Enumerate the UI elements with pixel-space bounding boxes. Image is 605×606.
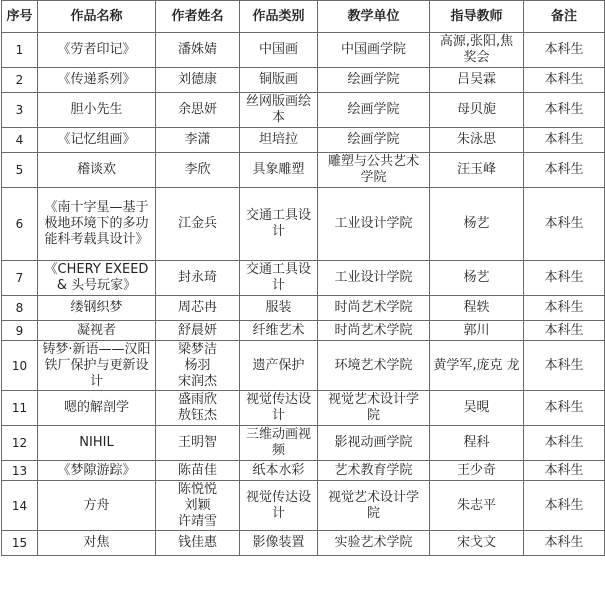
header-note: 备注 — [524, 1, 605, 33]
header-category: 作品类别 — [240, 1, 318, 33]
header-row — [2, 1, 605, 33]
cell-title: 铸梦·新语——汉阳铁厂保护与更新设计 — [38, 341, 156, 391]
cell-unit: 环境艺术学院 — [318, 341, 430, 391]
cell-authors: 李潇 — [156, 128, 240, 153]
cell-authors: 钱佳惠 — [156, 531, 240, 556]
cell-advisor: 黄学军,庞克 龙 — [430, 341, 524, 391]
table-row — [2, 341, 605, 391]
cell-no: 4 — [2, 128, 38, 153]
cell-title: 方舟 — [38, 481, 156, 531]
cell-category: 影像装置 — [240, 531, 318, 556]
cell-advisor: 高源,张阳,焦 奖会 — [430, 33, 524, 68]
cell-note: 本科生 — [524, 531, 605, 556]
cell-advisor: 杨艺 — [430, 188, 524, 261]
cell-title: 胆小先生 — [38, 93, 156, 128]
header-advisor: 指导教师 — [430, 1, 524, 33]
cell-unit: 绘画学院 — [318, 93, 430, 128]
header-unit: 教学单位 — [318, 1, 430, 33]
cell-title: 稽谈欢 — [38, 153, 156, 188]
awards-table — [1, 0, 605, 556]
cell-title: 对焦 — [38, 531, 156, 556]
cell-advisor: 杨艺 — [430, 261, 524, 296]
cell-authors: 陈苗佳 — [156, 461, 240, 481]
cell-no: 7 — [2, 261, 38, 296]
cell-category: 具象雕塑 — [240, 153, 318, 188]
cell-category: 视觉传达设 计 — [240, 481, 318, 531]
cell-category: 坦培拉 — [240, 128, 318, 153]
cell-no: 5 — [2, 153, 38, 188]
cell-note: 本科生 — [524, 296, 605, 321]
cell-title: 凝视者 — [38, 321, 156, 341]
table-row — [2, 93, 605, 128]
cell-title: 《南十字星—基于极地环境下的多功能科考载具设计》 — [38, 188, 156, 261]
cell-category: 铜版画 — [240, 68, 318, 93]
cell-unit: 绘画学院 — [318, 128, 430, 153]
cell-category: 遗产保护 — [240, 341, 318, 391]
cell-no: 11 — [2, 391, 38, 426]
table-body — [2, 33, 605, 556]
cell-advisor: 郭川 — [430, 321, 524, 341]
cell-no: 13 — [2, 461, 38, 481]
cell-advisor: 吕吴霖 — [430, 68, 524, 93]
cell-category: 中国画 — [240, 33, 318, 68]
cell-category: 服装 — [240, 296, 318, 321]
cell-note: 本科生 — [524, 68, 605, 93]
header-title: 作品名称 — [38, 1, 156, 33]
table-row — [2, 426, 605, 461]
cell-authors: 王明智 — [156, 426, 240, 461]
cell-title: NIHIL — [38, 426, 156, 461]
cell-category: 交通工具设 计 — [240, 188, 318, 261]
cell-advisor: 程轶 — [430, 296, 524, 321]
cell-no: 15 — [2, 531, 38, 556]
table-row — [2, 481, 605, 531]
cell-title: 《传递系列》 — [38, 68, 156, 93]
cell-authors: 封永琦 — [156, 261, 240, 296]
cell-title: 《梦隙游踪》 — [38, 461, 156, 481]
cell-authors: 周芯冉 — [156, 296, 240, 321]
cell-unit: 绘画学院 — [318, 68, 430, 93]
cell-authors: 舒晨妍 — [156, 321, 240, 341]
cell-title: 嗯的解剖学 — [38, 391, 156, 426]
cell-unit: 中国画学院 — [318, 33, 430, 68]
cell-unit: 视觉艺术设计学 院 — [318, 391, 430, 426]
cell-unit: 工业设计学院 — [318, 261, 430, 296]
cell-title: 《劳者印记》 — [38, 33, 156, 68]
header-authors: 作者姓名 — [156, 1, 240, 33]
cell-advisor: 王少奇 — [430, 461, 524, 481]
cell-note: 本科生 — [524, 188, 605, 261]
cell-no: 8 — [2, 296, 38, 321]
cell-advisor: 朱志平 — [430, 481, 524, 531]
cell-unit: 艺术教育学院 — [318, 461, 430, 481]
table-row — [2, 261, 605, 296]
cell-note: 本科生 — [524, 128, 605, 153]
cell-no: 1 — [2, 33, 38, 68]
table-row — [2, 296, 605, 321]
cell-authors: 余思妍 — [156, 93, 240, 128]
cell-note: 本科生 — [524, 461, 605, 481]
cell-unit: 雕塑与公共艺术 学院 — [318, 153, 430, 188]
cell-unit: 实验艺术学院 — [318, 531, 430, 556]
cell-unit: 视觉艺术设计学 院 — [318, 481, 430, 531]
cell-category: 丝网版画绘 本 — [240, 93, 318, 128]
table-row — [2, 33, 605, 68]
cell-no: 9 — [2, 321, 38, 341]
table-row — [2, 391, 605, 426]
cell-title: 缕钢织梦 — [38, 296, 156, 321]
cell-unit: 工业设计学院 — [318, 188, 430, 261]
cell-unit: 时尚艺术学院 — [318, 296, 430, 321]
cell-authors: 盛雨欣 敖钰杰 — [156, 391, 240, 426]
cell-title: 《CHERY EXEED& 头号玩家》 — [38, 261, 156, 296]
cell-category: 三维动画视 频 — [240, 426, 318, 461]
cell-category: 交通工具设 计 — [240, 261, 318, 296]
cell-authors: 江金兵 — [156, 188, 240, 261]
table-row — [2, 153, 605, 188]
cell-note: 本科生 — [524, 391, 605, 426]
cell-advisor: 宋戈文 — [430, 531, 524, 556]
cell-note: 本科生 — [524, 261, 605, 296]
cell-category: 纤维艺术 — [240, 321, 318, 341]
cell-unit: 时尚艺术学院 — [318, 321, 430, 341]
cell-authors: 潘姝婧 — [156, 33, 240, 68]
cell-authors: 刘德康 — [156, 68, 240, 93]
cell-advisor: 汪玉峰 — [430, 153, 524, 188]
header-no: 序号 — [2, 1, 38, 33]
cell-no: 12 — [2, 426, 38, 461]
cell-title: 《记忆组画》 — [38, 128, 156, 153]
cell-advisor: 程科 — [430, 426, 524, 461]
cell-category: 视觉传达设 计 — [240, 391, 318, 426]
cell-authors: 陈悦悦 刘颖 许靖雪 — [156, 481, 240, 531]
cell-note: 本科生 — [524, 426, 605, 461]
cell-unit: 影视动画学院 — [318, 426, 430, 461]
table-row — [2, 188, 605, 261]
cell-category: 纸本水彩 — [240, 461, 318, 481]
cell-note: 本科生 — [524, 33, 605, 68]
cell-no: 10 — [2, 341, 38, 391]
cell-authors: 李欣 — [156, 153, 240, 188]
table-row — [2, 68, 605, 93]
cell-note: 本科生 — [524, 153, 605, 188]
cell-authors: 梁梦洁 杨羽 宋润杰 — [156, 341, 240, 391]
cell-advisor: 吴晛 — [430, 391, 524, 426]
cell-no: 14 — [2, 481, 38, 531]
cell-no: 6 — [2, 188, 38, 261]
cell-no: 3 — [2, 93, 38, 128]
cell-no: 2 — [2, 68, 38, 93]
cell-note: 本科生 — [524, 341, 605, 391]
table-row — [2, 461, 605, 481]
table-row — [2, 321, 605, 341]
cell-advisor: 母贝旎 — [430, 93, 524, 128]
cell-note: 本科生 — [524, 321, 605, 341]
cell-note: 本科生 — [524, 93, 605, 128]
table-row — [2, 128, 605, 153]
cell-note: 本科生 — [524, 481, 605, 531]
cell-advisor: 朱泳思 — [430, 128, 524, 153]
table-row — [2, 531, 605, 556]
